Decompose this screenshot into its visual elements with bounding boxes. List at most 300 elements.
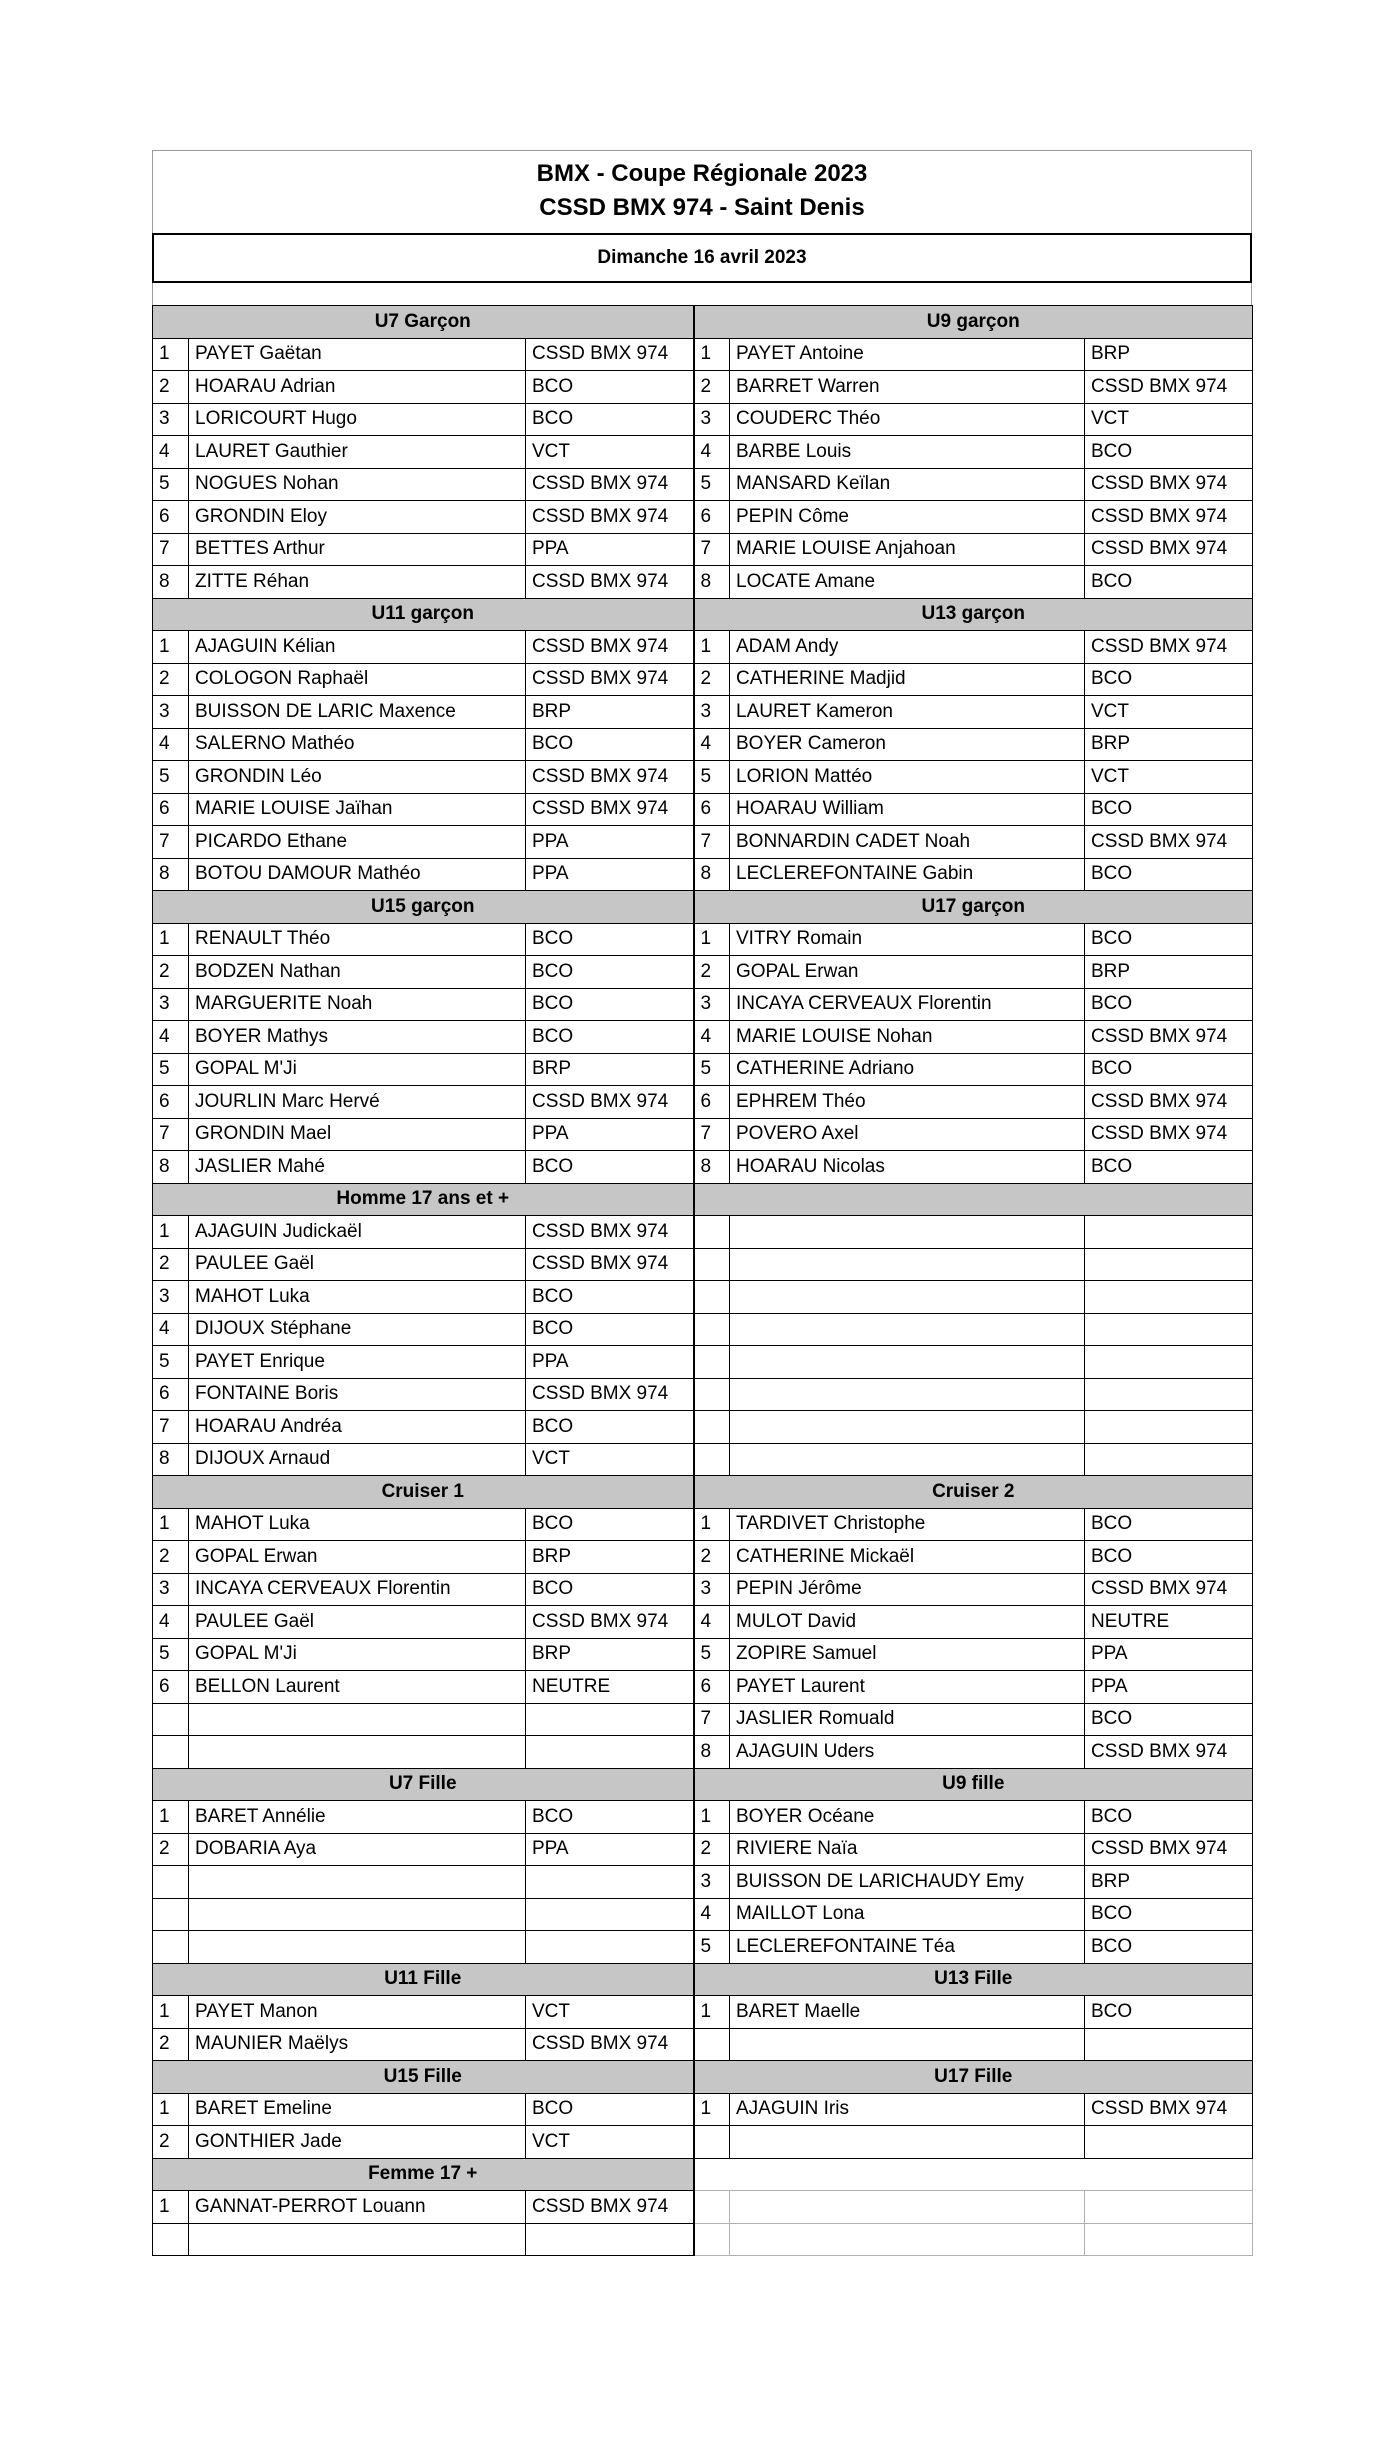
rank-cell xyxy=(694,1248,730,1281)
rider-name-cell xyxy=(189,1931,526,1964)
rank-cell: 4 xyxy=(153,1021,189,1054)
table-row xyxy=(153,566,1253,599)
category-title: U13 Fille xyxy=(694,1963,1253,1996)
rider-name-cell: JOURLIN Marc Hervé xyxy=(189,1086,526,1119)
club-cell: BRP xyxy=(1085,1866,1253,1899)
rider-name-cell xyxy=(189,1898,526,1931)
club-cell: CSSD BMX 974 xyxy=(526,1378,694,1411)
rank-cell xyxy=(694,1346,730,1379)
rider-name-cell xyxy=(730,2126,1085,2159)
table-row xyxy=(153,1508,1253,1541)
club-cell: CSSD BMX 974 xyxy=(526,1216,694,1249)
club-cell: CSSD BMX 974 xyxy=(1085,1118,1253,1151)
rider-name-cell: ADAM Andy xyxy=(730,631,1085,664)
club-cell xyxy=(1085,1216,1253,1249)
rank-cell: 7 xyxy=(153,826,189,859)
category-title: U15 Fille xyxy=(153,2061,694,2094)
table-row xyxy=(153,956,1253,989)
rank-cell: 1 xyxy=(694,923,730,956)
club-cell: PPA xyxy=(526,1833,694,1866)
club-cell: CSSD BMX 974 xyxy=(526,1248,694,1281)
club-cell: VCT xyxy=(1085,403,1253,436)
rank-cell: 2 xyxy=(153,956,189,989)
rank-cell: 8 xyxy=(153,858,189,891)
rank-cell xyxy=(694,1313,730,1346)
rank-cell: 2 xyxy=(153,663,189,696)
rank-cell: 7 xyxy=(153,1118,189,1151)
club-cell: BCO xyxy=(526,1021,694,1054)
table-row xyxy=(153,371,1253,404)
table-row xyxy=(153,728,1253,761)
club-cell: BRP xyxy=(526,1638,694,1671)
rider-name-cell: GOPAL Erwan xyxy=(730,956,1085,989)
rank-cell: 2 xyxy=(153,1248,189,1281)
rider-name-cell: MAHOT Luka xyxy=(189,1281,526,1314)
rider-name-cell: COUDERC Théo xyxy=(730,403,1085,436)
rider-name-cell: PAYET Gaëtan xyxy=(189,338,526,371)
club-cell: VCT xyxy=(1085,696,1253,729)
rider-name-cell: LORION Mattéo xyxy=(730,761,1085,794)
club-cell xyxy=(1085,2126,1253,2159)
club-cell: CSSD BMX 974 xyxy=(526,501,694,534)
rider-name-cell: JASLIER Mahé xyxy=(189,1151,526,1184)
club-cell: BCO xyxy=(526,1508,694,1541)
table-row xyxy=(153,1866,1253,1899)
category-header-row xyxy=(153,2158,1253,2191)
club-cell: PPA xyxy=(526,1118,694,1151)
club-cell xyxy=(1085,2223,1253,2256)
rider-name-cell: BUISSON DE LARICHAUDY Emy xyxy=(730,1866,1085,1899)
table-row xyxy=(153,501,1253,534)
club-cell xyxy=(526,2223,694,2256)
club-cell: CSSD BMX 974 xyxy=(1085,468,1253,501)
table-row xyxy=(153,1833,1253,1866)
category-title: U11 Fille xyxy=(153,1963,694,1996)
category-header-row xyxy=(153,2061,1253,2094)
rider-name-cell: MULOT David xyxy=(730,1606,1085,1639)
rank-cell xyxy=(153,1898,189,1931)
table-row xyxy=(153,2028,1253,2061)
club-cell: BCO xyxy=(526,1281,694,1314)
category-title: U15 garçon xyxy=(153,891,694,924)
rider-name-cell: HOARAU Nicolas xyxy=(730,1151,1085,1184)
club-cell: BCO xyxy=(1085,1053,1253,1086)
rank-cell: 1 xyxy=(153,338,189,371)
rank-cell: 1 xyxy=(694,1801,730,1834)
rider-name-cell xyxy=(730,1411,1085,1444)
rider-name-cell: BELLON Laurent xyxy=(189,1671,526,1704)
club-cell: BCO xyxy=(526,403,694,436)
rank-cell: 5 xyxy=(153,1053,189,1086)
club-cell: BCO xyxy=(526,956,694,989)
rider-name-cell xyxy=(730,1248,1085,1281)
club-cell: BCO xyxy=(526,1313,694,1346)
rider-name-cell: MAILLOT Lona xyxy=(730,1898,1085,1931)
table-row xyxy=(153,793,1253,826)
rider-name-cell: INCAYA CERVEAUX Florentin xyxy=(189,1573,526,1606)
rank-cell: 3 xyxy=(153,1573,189,1606)
club-cell: PPA xyxy=(526,1346,694,1379)
rider-name-cell: COLOGON Raphaël xyxy=(189,663,526,696)
club-cell: BCO xyxy=(526,1411,694,1444)
rank-cell: 7 xyxy=(694,826,730,859)
rider-name-cell: BONNARDIN CADET Noah xyxy=(730,826,1085,859)
club-cell: VCT xyxy=(526,1443,694,1476)
rank-cell: 3 xyxy=(153,988,189,1021)
club-cell: BCO xyxy=(1085,1801,1253,1834)
category-title xyxy=(694,1183,1253,1216)
table-row xyxy=(153,663,1253,696)
table-row xyxy=(153,338,1253,371)
rider-name-cell: TARDIVET Christophe xyxy=(730,1508,1085,1541)
rank-cell: 6 xyxy=(153,1378,189,1411)
rank-cell: 1 xyxy=(153,2191,189,2224)
rank-cell xyxy=(694,1411,730,1444)
club-cell: BCO xyxy=(1085,1996,1253,2029)
rank-cell: 8 xyxy=(694,1736,730,1769)
club-cell: BCO xyxy=(526,1151,694,1184)
rank-cell: 8 xyxy=(153,566,189,599)
rider-name-cell: GRONDIN Mael xyxy=(189,1118,526,1151)
table-row xyxy=(153,1086,1253,1119)
rank-cell: 3 xyxy=(153,696,189,729)
rank-cell: 4 xyxy=(694,728,730,761)
rider-name-cell: CATHERINE Mickaël xyxy=(730,1541,1085,1574)
rank-cell: 3 xyxy=(694,988,730,1021)
category-title: U7 Fille xyxy=(153,1768,694,1801)
table-row xyxy=(153,436,1253,469)
rank-cell: 1 xyxy=(694,338,730,371)
rider-name-cell xyxy=(730,1313,1085,1346)
club-cell: BCO xyxy=(1085,923,1253,956)
rider-name-cell xyxy=(730,1378,1085,1411)
rank-cell: 5 xyxy=(694,1053,730,1086)
rank-cell xyxy=(153,1736,189,1769)
rank-cell: 5 xyxy=(694,1638,730,1671)
table-row xyxy=(153,1801,1253,1834)
rank-cell: 2 xyxy=(153,2126,189,2159)
rider-name-cell: PAULEE Gaël xyxy=(189,1606,526,1639)
rank-cell: 8 xyxy=(694,1151,730,1184)
rider-name-cell: GRONDIN Léo xyxy=(189,761,526,794)
club-cell: BCO xyxy=(1085,858,1253,891)
rank-cell: 4 xyxy=(153,728,189,761)
club-cell: BCO xyxy=(1085,436,1253,469)
rank-cell: 5 xyxy=(153,468,189,501)
rank-cell: 3 xyxy=(694,403,730,436)
category-header-row xyxy=(153,891,1253,924)
table-row xyxy=(153,1313,1253,1346)
rider-name-cell: PAYET Manon xyxy=(189,1996,526,2029)
club-cell: CSSD BMX 974 xyxy=(1085,533,1253,566)
table-row xyxy=(153,1703,1253,1736)
club-cell: BRP xyxy=(1085,728,1253,761)
club-cell: BCO xyxy=(1085,663,1253,696)
rank-cell xyxy=(694,1378,730,1411)
table-row xyxy=(153,1931,1253,1964)
rider-name-cell: PAYET Enrique xyxy=(189,1346,526,1379)
rider-name-cell: LECLEREFONTAINE Gabin xyxy=(730,858,1085,891)
category-header-row xyxy=(153,306,1253,339)
table-row xyxy=(153,988,1253,1021)
rank-cell: 3 xyxy=(153,1281,189,1314)
rank-cell: 1 xyxy=(153,1216,189,1249)
rider-name-cell: HOARAU Adrian xyxy=(189,371,526,404)
rank-cell: 6 xyxy=(694,501,730,534)
table-row xyxy=(153,1606,1253,1639)
category-title: U11 garçon xyxy=(153,598,694,631)
category-header-row xyxy=(153,598,1253,631)
rank-cell xyxy=(694,2191,730,2224)
rank-cell: 1 xyxy=(694,631,730,664)
rider-name-cell: PEPIN Jérôme xyxy=(730,1573,1085,1606)
rank-cell: 4 xyxy=(694,1021,730,1054)
category-title: U17 Fille xyxy=(694,2061,1253,2094)
rider-name-cell: AJAGUIN Kélian xyxy=(189,631,526,664)
rider-name-cell: BARET Maelle xyxy=(730,1996,1085,2029)
table-row xyxy=(153,1411,1253,1444)
club-cell: CSSD BMX 974 xyxy=(1085,1086,1253,1119)
document-subtitle: CSSD BMX 974 - Saint Denis xyxy=(539,194,865,221)
rider-name-cell xyxy=(189,1703,526,1736)
rank-cell: 5 xyxy=(694,761,730,794)
table-row xyxy=(153,1898,1253,1931)
rank-cell: 2 xyxy=(694,956,730,989)
rank-cell: 4 xyxy=(694,1606,730,1639)
club-cell: NEUTRE xyxy=(526,1671,694,1704)
table-row xyxy=(153,1541,1253,1574)
table-row xyxy=(153,631,1253,664)
category-title: U9 fille xyxy=(694,1768,1253,1801)
club-cell xyxy=(1085,1378,1253,1411)
rank-cell: 4 xyxy=(153,1606,189,1639)
rider-name-cell: GRONDIN Eloy xyxy=(189,501,526,534)
rank-cell: 2 xyxy=(694,371,730,404)
rider-name-cell: HOARAU Andréa xyxy=(189,1411,526,1444)
club-cell: BCO xyxy=(1085,1931,1253,1964)
rider-name-cell: MARIE LOUISE Jaïhan xyxy=(189,793,526,826)
rider-name-cell: BODZEN Nathan xyxy=(189,956,526,989)
club-cell: BRP xyxy=(1085,338,1253,371)
rider-name-cell xyxy=(730,1346,1085,1379)
rank-cell: 6 xyxy=(153,501,189,534)
rank-cell: 4 xyxy=(694,436,730,469)
category-title: Cruiser 1 xyxy=(153,1476,694,1509)
results-sheet xyxy=(152,150,1252,2256)
rank-cell: 7 xyxy=(694,1118,730,1151)
rider-name-cell: AJAGUIN Judickaël xyxy=(189,1216,526,1249)
rider-name-cell: MARGUERITE Noah xyxy=(189,988,526,1021)
rider-name-cell: BARRET Warren xyxy=(730,371,1085,404)
table-row xyxy=(153,1021,1253,1054)
club-cell: VCT xyxy=(526,1996,694,2029)
club-cell: CSSD BMX 974 xyxy=(1085,1021,1253,1054)
results-table xyxy=(152,305,1253,2256)
club-cell: CSSD BMX 974 xyxy=(526,1606,694,1639)
club-cell: BRP xyxy=(526,696,694,729)
rank-cell xyxy=(153,1866,189,1899)
club-cell: CSSD BMX 974 xyxy=(526,793,694,826)
rider-name-cell: LORICOURT Hugo xyxy=(189,403,526,436)
club-cell xyxy=(1085,1313,1253,1346)
table-row xyxy=(153,1248,1253,1281)
rider-name-cell: BARET Annélie xyxy=(189,1801,526,1834)
table-row xyxy=(153,1573,1253,1606)
club-cell xyxy=(526,1898,694,1931)
club-cell: BCO xyxy=(526,371,694,404)
rank-cell: 7 xyxy=(694,533,730,566)
rider-name-cell: LECLEREFONTAINE Téa xyxy=(730,1931,1085,1964)
rider-name-cell: RENAULT Théo xyxy=(189,923,526,956)
rank-cell xyxy=(694,2028,730,2061)
header-spacer xyxy=(152,283,1252,305)
rank-cell: 2 xyxy=(153,2028,189,2061)
document-header xyxy=(152,150,1252,233)
rider-name-cell: DIJOUX Arnaud xyxy=(189,1443,526,1476)
rank-cell: 3 xyxy=(153,403,189,436)
rank-cell xyxy=(694,1443,730,1476)
rider-name-cell: DOBARIA Aya xyxy=(189,1833,526,1866)
category-header-row xyxy=(153,1768,1253,1801)
rider-name-cell: BOYER Cameron xyxy=(730,728,1085,761)
document-title: BMX - Coupe Régionale 2023 xyxy=(536,160,868,187)
club-cell xyxy=(526,1703,694,1736)
rider-name-cell: EPHREM Théo xyxy=(730,1086,1085,1119)
club-cell xyxy=(1085,1248,1253,1281)
rank-cell: 1 xyxy=(153,2093,189,2126)
table-row xyxy=(153,1638,1253,1671)
rider-name-cell: ZITTE Réhan xyxy=(189,566,526,599)
category-title: Homme 17 ans et + xyxy=(153,1183,694,1216)
rider-name-cell xyxy=(189,1866,526,1899)
rider-name-cell: PAYET Antoine xyxy=(730,338,1085,371)
rank-cell: 2 xyxy=(694,663,730,696)
rider-name-cell: POVERO Axel xyxy=(730,1118,1085,1151)
rank-cell: 5 xyxy=(153,761,189,794)
category-header-row xyxy=(153,1963,1253,1996)
rank-cell: 3 xyxy=(694,696,730,729)
club-cell: BCO xyxy=(526,2093,694,2126)
club-cell: BCO xyxy=(1085,1508,1253,1541)
rank-cell: 8 xyxy=(694,858,730,891)
rider-name-cell: GOPAL M'Ji xyxy=(189,1638,526,1671)
club-cell: VCT xyxy=(526,2126,694,2159)
rank-cell: 6 xyxy=(153,1086,189,1119)
table-row xyxy=(153,696,1253,729)
rank-cell: 1 xyxy=(153,1996,189,2029)
rider-name-cell: BARET Emeline xyxy=(189,2093,526,2126)
rider-name-cell: CATHERINE Adriano xyxy=(730,1053,1085,1086)
rank-cell: 6 xyxy=(153,793,189,826)
rank-cell: 4 xyxy=(153,436,189,469)
rider-name-cell xyxy=(730,1216,1085,1249)
club-cell: CSSD BMX 974 xyxy=(1085,1833,1253,1866)
rider-name-cell: SALERNO Mathéo xyxy=(189,728,526,761)
rider-name-cell xyxy=(730,2028,1085,2061)
table-row xyxy=(153,826,1253,859)
rider-name-cell xyxy=(730,1443,1085,1476)
club-cell: BRP xyxy=(1085,956,1253,989)
rank-cell: 1 xyxy=(694,1508,730,1541)
rider-name-cell: MANSARD Keïlan xyxy=(730,468,1085,501)
rank-cell: 1 xyxy=(694,2093,730,2126)
club-cell: BCO xyxy=(1085,1898,1253,1931)
rank-cell: 2 xyxy=(694,1833,730,1866)
rank-cell: 6 xyxy=(694,793,730,826)
rider-name-cell: GANNAT-PERROT Louann xyxy=(189,2191,526,2224)
rank-cell: 6 xyxy=(694,1086,730,1119)
rank-cell: 5 xyxy=(153,1638,189,1671)
rider-name-cell: BOYER Océane xyxy=(730,1801,1085,1834)
table-row xyxy=(153,2191,1253,2224)
rank-cell: 1 xyxy=(153,1801,189,1834)
rank-cell: 8 xyxy=(694,566,730,599)
table-row xyxy=(153,1281,1253,1314)
table-row xyxy=(153,1996,1253,2029)
club-cell: BCO xyxy=(1085,793,1253,826)
table-row xyxy=(153,1118,1253,1151)
table-row xyxy=(153,923,1253,956)
category-title: U13 garçon xyxy=(694,598,1253,631)
event-date: Dimanche 16 avril 2023 xyxy=(152,233,1252,283)
rider-name-cell: LAURET Gauthier xyxy=(189,436,526,469)
rider-name-cell: MARIE LOUISE Anjahoan xyxy=(730,533,1085,566)
table-row xyxy=(153,2093,1253,2126)
rank-cell: 6 xyxy=(153,1671,189,1704)
rank-cell: 2 xyxy=(153,1833,189,1866)
club-cell: CSSD BMX 974 xyxy=(1085,631,1253,664)
rider-name-cell: BARBE Louis xyxy=(730,436,1085,469)
rider-name-cell: HOARAU William xyxy=(730,793,1085,826)
category-title: U9 garçon xyxy=(694,306,1253,339)
rider-name-cell: PICARDO Ethane xyxy=(189,826,526,859)
club-cell: CSSD BMX 974 xyxy=(1085,1573,1253,1606)
rider-name-cell: BOTOU DAMOUR Mathéo xyxy=(189,858,526,891)
rider-name-cell: JASLIER Romuald xyxy=(730,1703,1085,1736)
rider-name-cell: BUISSON DE LARIC Maxence xyxy=(189,696,526,729)
rank-cell xyxy=(694,1281,730,1314)
rank-cell xyxy=(153,1931,189,1964)
club-cell: CSSD BMX 974 xyxy=(526,566,694,599)
category-title: U17 garçon xyxy=(694,891,1253,924)
club-cell: CSSD BMX 974 xyxy=(1085,371,1253,404)
club-cell: PPA xyxy=(1085,1638,1253,1671)
table-row xyxy=(153,1151,1253,1184)
rank-cell xyxy=(694,2126,730,2159)
category-title xyxy=(694,2158,1253,2191)
club-cell: BCO xyxy=(1085,988,1253,1021)
rider-name-cell: MAHOT Luka xyxy=(189,1508,526,1541)
rider-name-cell: LOCATE Amane xyxy=(730,566,1085,599)
club-cell: BRP xyxy=(526,1053,694,1086)
rank-cell: 4 xyxy=(694,1898,730,1931)
rider-name-cell xyxy=(730,2191,1085,2224)
rider-name-cell: PAYET Laurent xyxy=(730,1671,1085,1704)
rider-name-cell: VITRY Romain xyxy=(730,923,1085,956)
rank-cell: 5 xyxy=(694,1931,730,1964)
rank-cell xyxy=(153,2223,189,2256)
rider-name-cell: LAURET Kameron xyxy=(730,696,1085,729)
rank-cell: 5 xyxy=(694,468,730,501)
rank-cell: 2 xyxy=(153,371,189,404)
rank-cell: 1 xyxy=(153,1508,189,1541)
club-cell: PPA xyxy=(526,826,694,859)
rider-name-cell: MAUNIER Maëlys xyxy=(189,2028,526,2061)
rider-name-cell: BOYER Mathys xyxy=(189,1021,526,1054)
rank-cell xyxy=(694,2223,730,2256)
rider-name-cell: GOPAL Erwan xyxy=(189,1541,526,1574)
club-cell: CSSD BMX 974 xyxy=(526,2191,694,2224)
